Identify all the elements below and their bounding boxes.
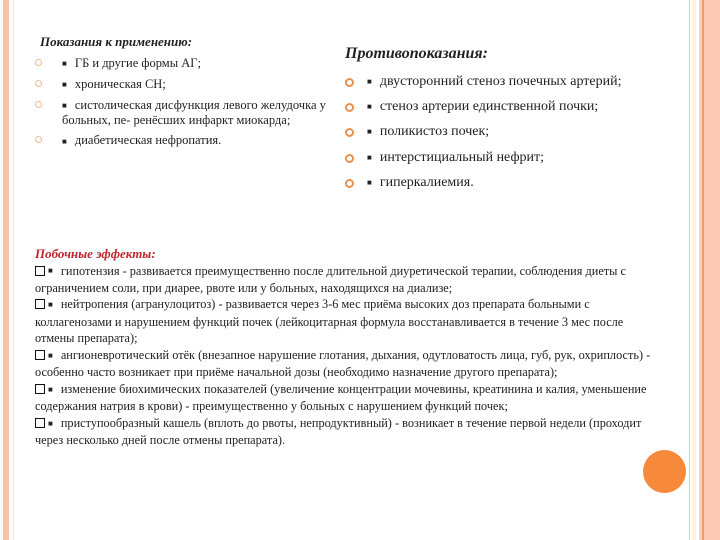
indications-list (40, 56, 330, 149)
list-item: ■ приступообразный кашель (вплоть до рвоты, непродуктивный) - возникает в течение первой недели (проходит через несколько дней после отмены препарата). (35, 415, 642, 448)
circle-bullet-icon (345, 78, 354, 87)
list-item: ■ стеноз артерии единственной почки; (345, 98, 645, 116)
list-item: ■ изменение биохимических показателей (увеличение концентрации мочевины, креатинина и калия, уменьшение содержания натрия в крови) - преимущественно у больных с нарушением функций почек; (35, 381, 647, 414)
checkbox-bullet-icon (35, 384, 45, 394)
list-item: ■ ГБ и другие формы АГ; (40, 56, 330, 71)
square-bullet-icon: ■ (48, 350, 53, 360)
square-bullet-icon: ■ (367, 127, 372, 137)
list-item: ■ диабетическая нефропатия. (40, 133, 330, 148)
square-bullet-icon: ■ (48, 384, 53, 394)
square-bullet-icon: ■ (48, 300, 53, 310)
square-bullet-icon: ■ (62, 80, 67, 90)
square-bullet-icon: ■ (367, 177, 372, 187)
circle-bullet-icon (35, 59, 42, 66)
square-bullet-icon: ■ (48, 418, 53, 428)
contraindications-list (345, 73, 645, 192)
circle-bullet-icon (35, 80, 42, 87)
contraindications-title: Противопоказания: (345, 45, 488, 62)
list-item: ■ поликистоз почек; (345, 123, 645, 141)
accent-circle-icon (643, 450, 686, 493)
list-item: ■ нейтропения (агранулоцитоз) - развивается через 3-6 мес приёма высоких доз препарата больными с коллагенозами и нарушением функций почек (лейкоцитарная формула восстанавливается в течение 3 мес после отмены препарата); (35, 297, 624, 346)
right-decorative-line (689, 0, 690, 540)
square-bullet-icon: ■ (367, 77, 372, 86)
list-item: ■ гипотензия - развивается преимущественно после длительной диуретической терапии, соблюдения диеты с ограничением соли, при диарее, рвоте или у больных, находящихся на диализе; (35, 263, 626, 295)
right-decorative-line (692, 0, 696, 540)
side-effects-section (35, 246, 665, 449)
checkbox-bullet-icon (35, 418, 45, 428)
side-effects-title: Побочные эффекты: (35, 246, 156, 261)
circle-bullet-icon (345, 128, 354, 137)
circle-bullet-icon (345, 179, 354, 188)
square-bullet-icon: ■ (367, 152, 372, 162)
square-bullet-icon: ■ (62, 136, 67, 146)
circle-bullet-icon (345, 103, 354, 112)
indications-title: Показания к применению: (40, 34, 193, 49)
square-bullet-icon: ■ (367, 102, 372, 112)
indications-section (40, 34, 330, 155)
list-item: ■ интерстициальный нефрит; (345, 149, 645, 167)
checkbox-bullet-icon (35, 266, 45, 276)
circle-bullet-icon (35, 136, 42, 143)
list-item: ■ двусторонний стеноз почечных артерий; (345, 73, 645, 91)
list-item: ■ ангионевротический отёк (внезапное нарушение глотания, дыхания, одутловатость лица, губ, рук, охриплость) - особенно часто возникает при приёме начальной дозы (необходимо назначение другого препарата); (35, 347, 651, 380)
checkbox-bullet-icon (35, 350, 45, 360)
list-item: ■ систолическая дисфункция левого желудочка у больных, пе- ренёсших инфаркт миокарда; (40, 98, 330, 127)
contraindications-section (345, 45, 645, 199)
circle-bullet-icon (35, 101, 42, 108)
list-item: ■ гиперкалиемия. (345, 174, 645, 192)
square-bullet-icon: ■ (62, 101, 67, 111)
left-decorative-stripe (3, 0, 9, 540)
square-bullet-icon: ■ (62, 59, 67, 69)
left-decorative-line (13, 0, 14, 540)
square-bullet-icon: ■ (48, 266, 53, 276)
checkbox-bullet-icon (35, 299, 45, 309)
circle-bullet-icon (345, 154, 354, 163)
right-decorative-stripe (704, 0, 720, 540)
list-item: ■ хроническая СН; (40, 77, 330, 92)
